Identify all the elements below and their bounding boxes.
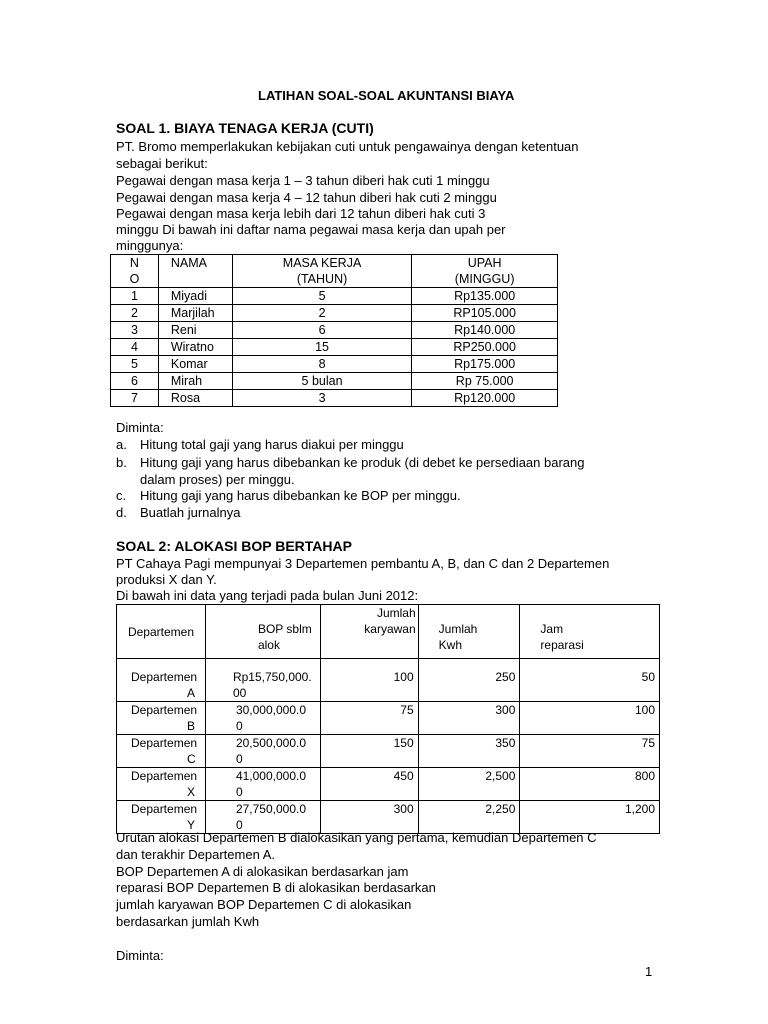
soal2-heading: SOAL 2: ALOKASI BOP BERTAHAP [116, 538, 352, 554]
header-departemen: Departemen [117, 605, 206, 659]
soal2-line: PT Cahaya Pagi mempunyai 3 Departemen pembantu A, B, dan C dan 2 Departemen [116, 556, 610, 571]
header-masa-kerja: MASA KERJA (TAHUN) [232, 255, 412, 288]
soal1-heading: SOAL 1. BIAYA TENAGA KERJA (CUTI) [116, 120, 374, 136]
soal1-line: PT. Bromo memperlakukan kebijakan cuti untuk pengawainya dengan ketentuan [116, 139, 579, 154]
task-text: Buatlah jurnalnya [140, 505, 241, 520]
task-label: b. [116, 455, 127, 470]
table-row: 5 Komar 8 Rp175.000 [111, 356, 558, 373]
header-bop: BOP sblm alok [205, 605, 320, 659]
task-label: a. [116, 437, 127, 452]
soal1-line: Pegawai dengan masa kerja lebih dari 12 tahun diberi hak cuti 3 [116, 206, 486, 221]
table-row: Departemen X 41,000,000.0 0 450 2,500 800 [117, 768, 660, 801]
department-table [116, 604, 660, 834]
soal2-after-line: reparasi BOP Departemen B di alokasikan berdasarkan [116, 880, 436, 895]
header-no: N O [111, 255, 159, 288]
soal2-line: produksi X dan Y. [116, 572, 217, 587]
task-text: Hitung gaji yang harus dibebankan ke BOP per minggu. [140, 488, 461, 503]
table-row: Departemen B 30,000,000.0 0 75 300 100 [117, 702, 660, 735]
table-header-row [111, 255, 558, 288]
diminta-label: Diminta: [116, 420, 164, 435]
table-row: 4 Wiratno 15 RP250.000 [111, 339, 558, 356]
soal2-line: Di bawah ini data yang terjadi pada bulan Juni 2012: [116, 588, 419, 603]
table-row: 2 Marjilah 2 RP105.000 [111, 305, 558, 322]
soal1-line: Pegawai dengan masa kerja 4 – 12 tahun diberi hak cuti 2 minggu [116, 190, 497, 205]
header-kwh: Jumlah Kwh [418, 605, 520, 659]
task-text: Hitung total gaji yang harus diakui per minggu [140, 437, 404, 452]
table-row: Departemen A Rp15,750,000. 00 100 250 50 [117, 659, 660, 702]
page-title: LATIHAN SOAL-SOAL AKUNTANSI BIAYA [258, 88, 515, 103]
header-upah: UPAH (MINGGU) [412, 255, 558, 288]
table-row: 3 Reni 6 Rp140.000 [111, 322, 558, 339]
task-label: d. [116, 505, 127, 520]
table-row: 7 Rosa 3 Rp120.000 [111, 390, 558, 407]
soal1-line: minggu Di bawah ini daftar nama pegawai masa kerja dan upah per [116, 222, 506, 237]
page-number: 1 [645, 964, 653, 979]
diminta-label: Diminta: [116, 948, 164, 963]
soal2-after-line: dan terakhir Departemen A. [116, 847, 275, 862]
header-jam: Jam reparasi [520, 605, 660, 659]
table-row: Departemen Y 27,750,000.0 0 300 2,250 1,200 [117, 801, 660, 834]
soal2-after-line: Urutan alokasi Departemen B dialokasikan yang pertama, kemudian Departemen C [116, 830, 597, 845]
header-nama: NAMA [158, 255, 232, 288]
header-karyawan: Jumlah karyawan [320, 605, 418, 659]
table-row: 1 Miyadi 5 Rp135.000 [111, 288, 558, 305]
soal2-after-line: BOP Departemen A di alokasikan berdasarkan jam [116, 864, 409, 879]
task-text-cont: dalam proses) per minggu. [140, 472, 295, 487]
table-row: Departemen C 20,500,000.0 0 150 350 75 [117, 735, 660, 768]
soal1-line: minggunya: [116, 238, 184, 253]
soal2-after-line: jumlah karyawan BOP Departemen C di alokasikan [116, 897, 412, 912]
soal1-line: Pegawai dengan masa kerja 1 – 3 tahun diberi hak cuti 1 minggu [116, 173, 490, 188]
table-header-row [117, 605, 660, 659]
employee-table [110, 254, 558, 407]
task-text: Hitung gaji yang harus dibebankan ke produk (di debet ke persediaan barang [140, 455, 585, 470]
table-row: 6 Mirah 5 bulan Rp 75.000 [111, 373, 558, 390]
soal2-after-line: berdasarkan jumlah Kwh [116, 914, 260, 929]
soal1-line: sebagai berikut: [116, 156, 208, 171]
task-label: c. [116, 488, 127, 503]
